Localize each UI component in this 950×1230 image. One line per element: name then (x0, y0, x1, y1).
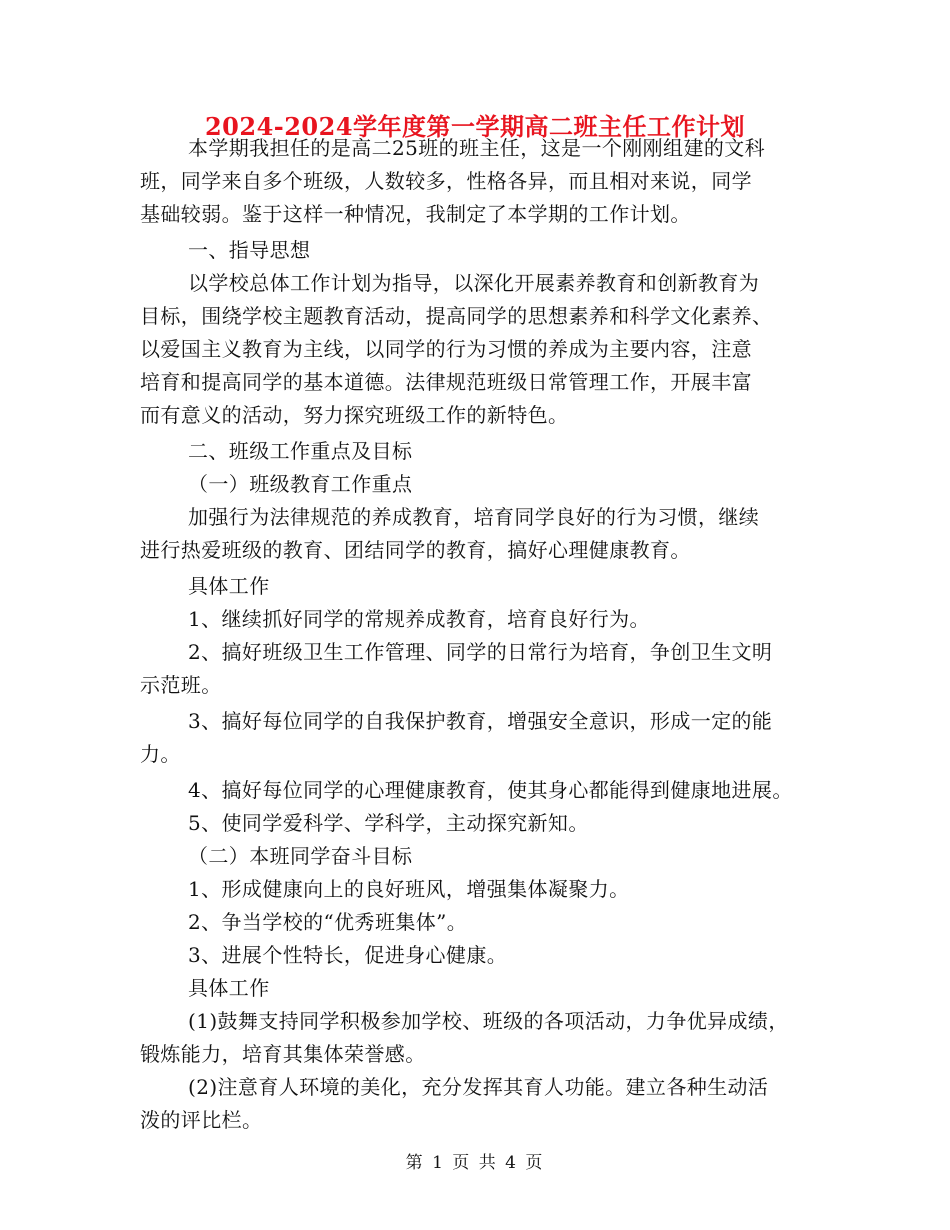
paragraph-line: 加强行为法律规范的养成教育，培育同学良好的行为习惯，继续 (188, 505, 760, 529)
paragraph (140, 570, 810, 603)
paragraph-line: 3、进展个性特长，促进身心健康。 (188, 943, 508, 967)
paragraph-line: 锻炼能力，培育其集体荣誉感。 (140, 1042, 426, 1066)
paragraph (140, 939, 810, 972)
paragraph-line: 1、继续抓好同学的常规养成教育，培育良好行为。 (188, 607, 650, 631)
paragraph-line: 力。 (140, 742, 181, 766)
paragraph (140, 906, 810, 939)
paragraph (140, 636, 810, 702)
paragraph-line: （二）本班同学奋斗目标 (188, 844, 413, 868)
paragraph-line: （一）班级教育工作重点 (188, 472, 413, 496)
paragraph (140, 972, 810, 1005)
paragraph-line: 2、争当学校的“优秀班集体”。 (188, 910, 468, 934)
paragraph-line: 本学期我担任的是高二25班的班主任，这是一个刚刚组建的文科 (188, 136, 766, 160)
paragraph (140, 234, 810, 267)
paragraph-line: 基础较弱。鉴于这样一种情况，我制定了本学期的工作计划。 (140, 202, 691, 226)
paragraph (140, 840, 810, 873)
paragraph (140, 132, 810, 231)
paragraph-line: 示范班。 (140, 673, 222, 697)
paragraph-line: 5、使同学爱科学、学科学，主动探究新知。 (188, 811, 589, 835)
paragraph (140, 435, 810, 468)
paragraph (140, 501, 810, 567)
paragraph-line: 3、搞好每位同学的自我保护教育，增强安全意识，形成一定的能 (188, 709, 773, 733)
paragraph-line: 4、搞好每位同学的心理健康教育，使其身心都能得到健康地进展。 (188, 778, 793, 802)
paragraph-line: 以爱国主义教育为主线，以同学的行为习惯的养成为主要内容，注意 (140, 337, 752, 361)
paragraph-line: 具体工作 (188, 574, 270, 598)
paragraph-line: 2、搞好班级卫生工作管理、同学的日常行为培育，争创卫生文明 (188, 640, 773, 664)
document-title: 2024-2024学年度第一学期高二班主任工作计划 (204, 112, 746, 141)
paragraph (140, 774, 810, 807)
paragraph-line: 泼的评比栏。 (140, 1108, 263, 1132)
paragraph-line: 班，同学来自多个班级，人数较多，性格各异，而且相对来说，同学 (140, 169, 752, 193)
paragraph (140, 468, 810, 501)
document-body (140, 132, 810, 1140)
paragraph-line: 具体工作 (188, 976, 270, 1000)
page-footer: 第 1 页 共 4 页 (405, 1153, 545, 1173)
paragraph-line: 以学校总体工作计划为指导，以深化开展素养教育和创新教育为 (188, 271, 760, 295)
paragraph-line: 二、班级工作重点及目标 (188, 439, 413, 463)
paragraph-line: 目标，围绕学校主题教育活动，提高同学的思想素养和科学文化素养、 (140, 304, 773, 328)
paragraph (140, 705, 810, 771)
paragraph-line: 进行热爱班级的教育、团结同学的教育，搞好心理健康教育。 (140, 538, 691, 562)
paragraph-line: (2)注意育人环境的美化，充分发挥其育人功能。建立各种生动活 (188, 1075, 769, 1099)
paragraph (140, 1005, 810, 1071)
paragraph (140, 267, 810, 432)
paragraph-line: 而有意义的活动，努力探究班级工作的新特色。 (140, 403, 569, 427)
paragraph-line: (1)鼓舞支持同学积极参加学校、班级的各项活动，力争优异成绩， (188, 1009, 789, 1033)
paragraph-line: 一、指导思想 (188, 238, 311, 262)
paragraph (140, 807, 810, 840)
paragraph (140, 1071, 810, 1137)
paragraph-gap (140, 1137, 810, 1140)
paragraph-line: 1、形成健康向上的良好班风，增强集体凝聚力。 (188, 877, 630, 901)
paragraph-line: 培育和提高同学的基本道德。法律规范班级日常管理工作，开展丰富 (140, 370, 752, 394)
paragraph (140, 603, 810, 636)
paragraph (140, 873, 810, 906)
